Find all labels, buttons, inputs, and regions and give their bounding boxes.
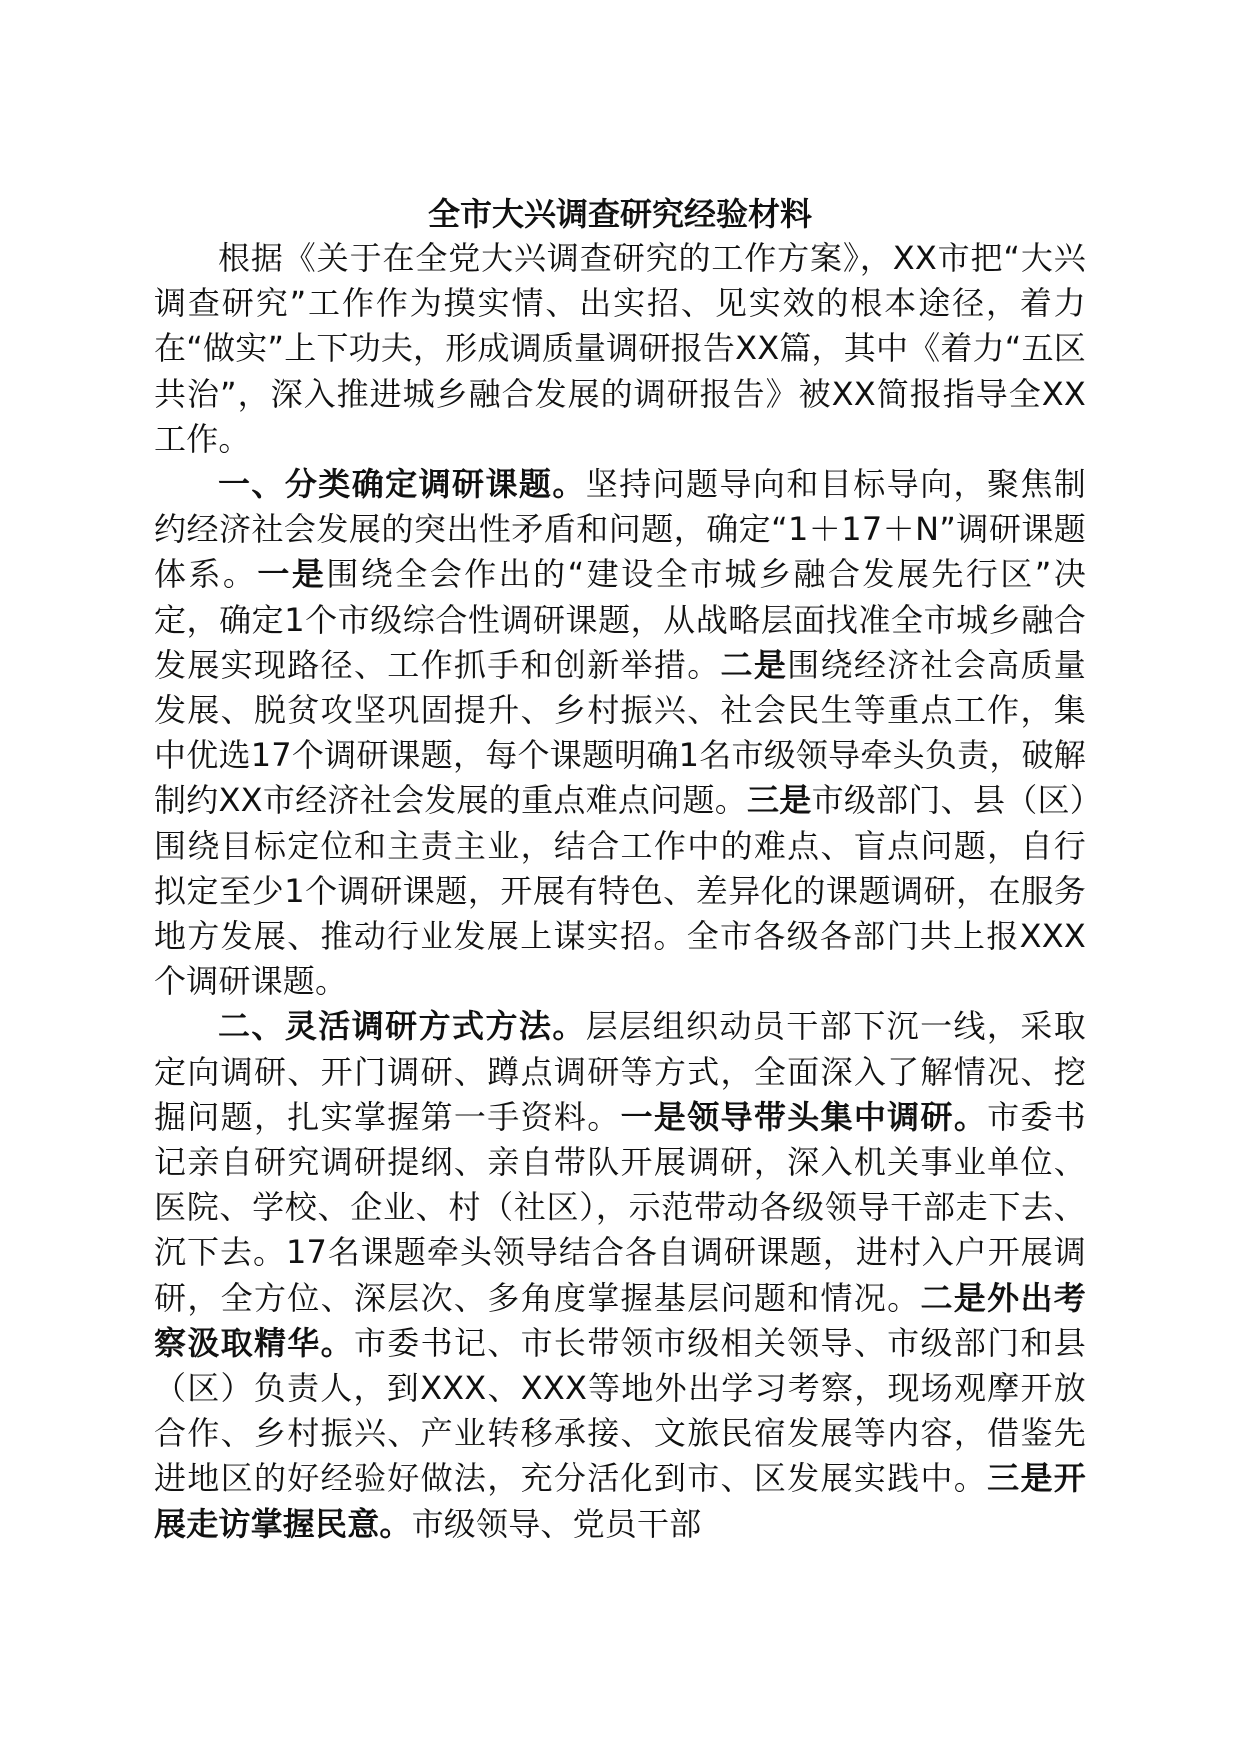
- document-title: 全市大兴调查研究经验材料: [427, 195, 812, 233]
- section1-heading: 一、分类确定调研课题。: [218, 465, 586, 504]
- section2-point1-text: 市委书记亲自研究调研提纲、亲自带队开展调研，深入机关事业单位、医院、学校、企业、村（社区），示范带动各级领导干部走下去、沉下去。17名课题牵头领导结合各自调研课题，进村入户开展调研，全方位、深层次、多角度掌握基层问题和情况。: [154, 1097, 1086, 1317]
- section1-paragraph: [154, 462, 1086, 1004]
- document-page: [154, 192, 1086, 1547]
- section2-point2-text: 市委书记、市长带领市级相关领导、市级部门和县（区）负责人，到XXX、XXX等地外出学习考察，现场观摩开放合作、乡村振兴、产业转移承接、文旅民宿发展等内容，借鉴先进地区的好经验好做法，充分活化到市、区发展实践中。: [154, 1323, 1087, 1498]
- section2-point2-label: 二是外出考察汲取精华。: [154, 1278, 1086, 1362]
- section1-point2-label: 二是: [720, 645, 788, 684]
- section2-point3-text: 市级领导、党员干部: [411, 1504, 702, 1543]
- section2-heading: 二、灵活调研方式方法。: [218, 1007, 586, 1046]
- section1-point1-label: 一是: [257, 555, 327, 594]
- section1-text: 坚持问题导向和目标导向，聚焦制约经济社会发展的突出性矛盾和问题，确定“1＋17＋N”调研课题体系。: [154, 465, 1086, 594]
- intro-paragraph: 根据《关于在全党大兴调查研究的工作方案》，XX市把“大兴调查研究”工作作为摸实情、出实招、见实效的根本途径，着力在“做实”上下功夫，形成调质量调研报告XX篇，其中《着力“五区共治”，深入推进城乡融合发展的调研报告》被XX简报指导全XX工作。: [154, 239, 1086, 458]
- section2-point1-label: 一是领导带头集中调研。: [620, 1097, 988, 1136]
- section1-point2-text: 围绕经济社会高质量发展、脱贫攻坚巩固提升、乡村振兴、社会民生等重点工作，集中优选17个调研课题，每个课题明确1名市级领导牵头负责，破解制约XX市经济社会发展的重点难点问题。: [154, 645, 1086, 820]
- section1-point1-text: 围绕全会作出的“建设全市城乡融合发展先行区”决定，确定1个市级综合性调研课题，从战略层面找准全市城乡融合发展实现路径、工作抓手和创新举措。: [154, 555, 1086, 684]
- section2-paragraph: [154, 1004, 1086, 1546]
- section1-point3-label: 三是: [747, 781, 812, 820]
- section1-point3-text: 市级部门、县（区）围绕目标定位和主责主业，结合工作中的难点、盲点问题，自行拟定至少1个调研课题，开展有特色、差异化的课题调研，在服务地方发展、推动行业发展上谋实招。全市各级各部门共上报XXX个调研课题。: [154, 781, 1086, 1001]
- section2-text: 层层组织动员干部下沉一线，采取定向调研、开门调研、蹲点调研等方式，全面深入了解情况、挖掘问题，扎实掌握第一手资料。: [154, 1007, 1086, 1136]
- section2-point3-label: 三是开展走访掌握民意。: [154, 1459, 1086, 1543]
